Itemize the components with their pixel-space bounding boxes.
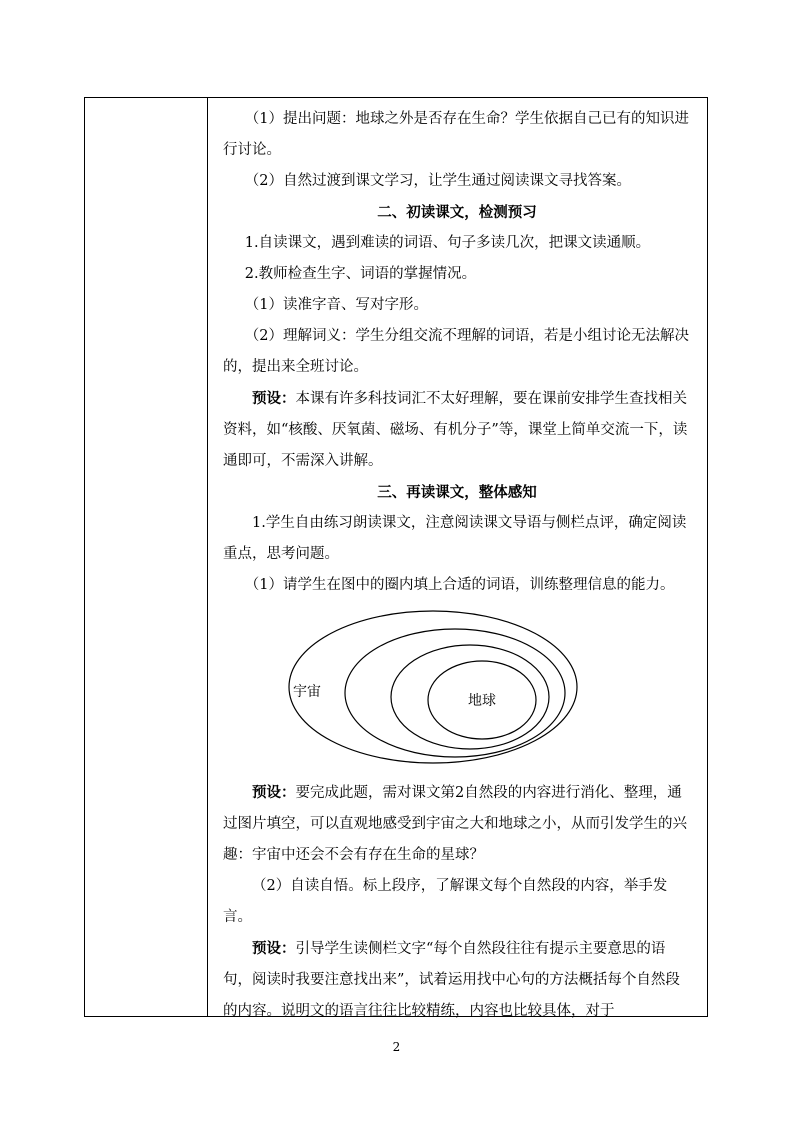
outer-ring (289, 611, 577, 763)
preset-label: 预设： (252, 940, 296, 957)
preset-text: 要完成此题，需对课文第2自然段的内容进行消化、整理，通过图片填空，可以直观地感受到宇宙之大和地球之小，从而引发学生的兴趣：宇宙中还会不会有存在生命的星球？ (223, 785, 687, 863)
section-heading: 三、再读课文，整体感知 (377, 484, 537, 501)
concentric-circles-diagram (223, 601, 691, 777)
column-divider (207, 98, 208, 1016)
paragraph (223, 777, 691, 871)
paragraph (223, 383, 691, 477)
diagram-svg (223, 601, 691, 777)
inner-label: 地球 (468, 693, 496, 709)
paragraph: 2.教师检查生字、词语的掌握情况。 (244, 266, 477, 282)
paragraph: （1）提出问题：地球之外是否存在生命？学生依据自己已有的知识进行讨论。 (223, 111, 689, 158)
paragraph: （2）自读自悟。标上段序，了解课文每个自然段的内容，举手发言。 (223, 878, 668, 925)
paragraph: （1）请学生在图中的圈内填上合适的词语，训练整理信息的能力。 (244, 577, 675, 593)
outer-label: 宇宙 (293, 684, 321, 700)
paragraph: （2）理解词义：学生分组交流不理解的词语，若是小组讨论无法解决的，提出来全班讨论。 (223, 328, 689, 375)
paragraph: （1）读准字音、写对字形。 (244, 297, 428, 313)
page-number: 2 (392, 1040, 401, 1054)
lesson-content-cell (223, 104, 691, 1027)
preset-label: 预设： (252, 784, 296, 801)
preset-label: 预设： (252, 390, 296, 407)
paragraph: 1.学生自由练习朗读课文，注意阅读课文导语与侧栏点评，确定阅读重点，思考问题。 (223, 515, 687, 562)
paragraph: 1.自读课文，遇到难读的词语、句子多读几次，把课文读通顺。 (244, 235, 651, 251)
paragraph (223, 933, 691, 1027)
paragraph: （2）自然过渡到课文学习，让学生通过阅读课文寻找答案。 (244, 173, 631, 189)
ring-2 (345, 629, 565, 757)
lesson-table (84, 97, 708, 1017)
preset-text: 本课有许多科技词汇不太好理解，要在课前安排学生查找相关资料，如“核酸、厌氧菌、磁场、有机分子”等，课堂上简单交流一下，读通即可，不需深入讲解。 (223, 391, 688, 469)
section-heading: 二、初读课文，检测预习 (377, 204, 537, 221)
preset-text: 引导学生读侧栏文字“每个自然段往往有提示主要意思的语句，阅读时我要注意找出来”，试着运用找中心句的方法概括每个自然段的内容。说明文的语言往往比较精练，内容也比较具体，对于 (223, 941, 680, 1019)
